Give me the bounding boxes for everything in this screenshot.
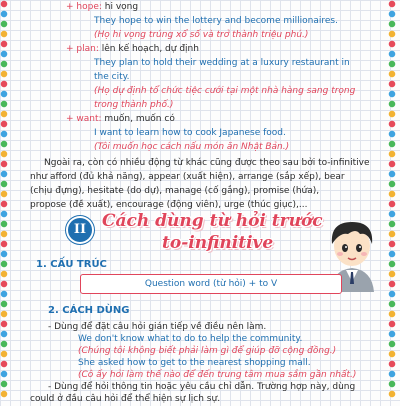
example-sentence-cont: the city. xyxy=(94,72,130,82)
usage-point: - Dùng để hỏi thông tin hoặc yêu cầu chỉ dẫn. Trường hợp này, dùng xyxy=(48,382,356,392)
usage-translation: (Cô ấy hỏi làm thế nào để đến trung tâm mua sắm gần nhất.) xyxy=(78,370,357,380)
usage-example: We don't know what to do to help the community. xyxy=(78,334,303,344)
example-translation-cont: trong thành phố.) xyxy=(94,100,174,110)
heading-title-line2: to-infinitive xyxy=(162,233,274,253)
left-dot-border xyxy=(0,0,12,400)
usage-point: - Dùng để đặt câu hỏi gián tiếp về điều nên làm. xyxy=(48,322,267,332)
example-sentence: They plan to hold their wedding at a luxury restaurant in xyxy=(94,58,350,68)
entry-hope xyxy=(66,0,138,14)
usage-point-cont: could ở đầu câu hỏi để thể hiện sự lịch sự. xyxy=(30,394,221,404)
paragraph-line: như afford (đủ khả năng), appear (xuất hiện), arrange (sắp xếp), bear xyxy=(30,172,345,182)
entry-want xyxy=(66,112,175,126)
document-page xyxy=(14,0,386,404)
entry-word: + hope: xyxy=(66,2,102,12)
usage-translation: (Chúng tôi không biết phải làm gì để giúp đỡ cộng đồng.) xyxy=(78,346,337,356)
entry-word: + plan: xyxy=(66,44,99,54)
heading-title-line1: Cách dùng từ hỏi trước xyxy=(102,211,323,231)
example-sentence: I want to learn how to cook Japanese food. xyxy=(94,128,286,138)
entry-plan xyxy=(66,42,199,56)
paragraph-line: Ngoài ra, còn có nhiều động từ khác cũng được theo sau bởi to-infinitive xyxy=(44,158,370,168)
example-sentence: They hope to win the lottery and become millionaires. xyxy=(94,16,338,26)
right-dot-border xyxy=(388,0,400,400)
entry-word: + want: xyxy=(66,114,102,124)
usage-example: She asked how to get to the nearest shopping mall. xyxy=(78,358,311,368)
example-translation: (Tôi muốn học cách nấu món ăn Nhật Bản.) xyxy=(94,142,290,152)
structure-formula-box: Question word (từ hỏi) + to V xyxy=(80,274,342,294)
entry-meaning: hi vọng xyxy=(104,2,139,12)
section-structure-title: 1. CẤU TRÚC xyxy=(36,259,107,270)
entry-meaning: lên kế hoạch, dự định xyxy=(101,44,199,54)
section-usage-title: 2. CÁCH DÙNG xyxy=(48,305,130,316)
entry-meaning: muốn, muốn có xyxy=(104,114,175,124)
roman-numeral-badge: II xyxy=(68,218,92,242)
paragraph-line: (chịu đựng), hesitate (do dự), manage (cố gắng), promise (hứa), xyxy=(30,186,320,196)
example-translation: (Họ dự định tổ chức tiệc cưới tại một nhà hàng sang trọng xyxy=(94,86,356,96)
example-translation: (Họ hi vọng trúng xổ số và trở thành triệu phú.) xyxy=(94,30,309,40)
paragraph-line: propose (đề xuất), encourage (động viên), urge (thúc giục),... xyxy=(30,200,308,210)
